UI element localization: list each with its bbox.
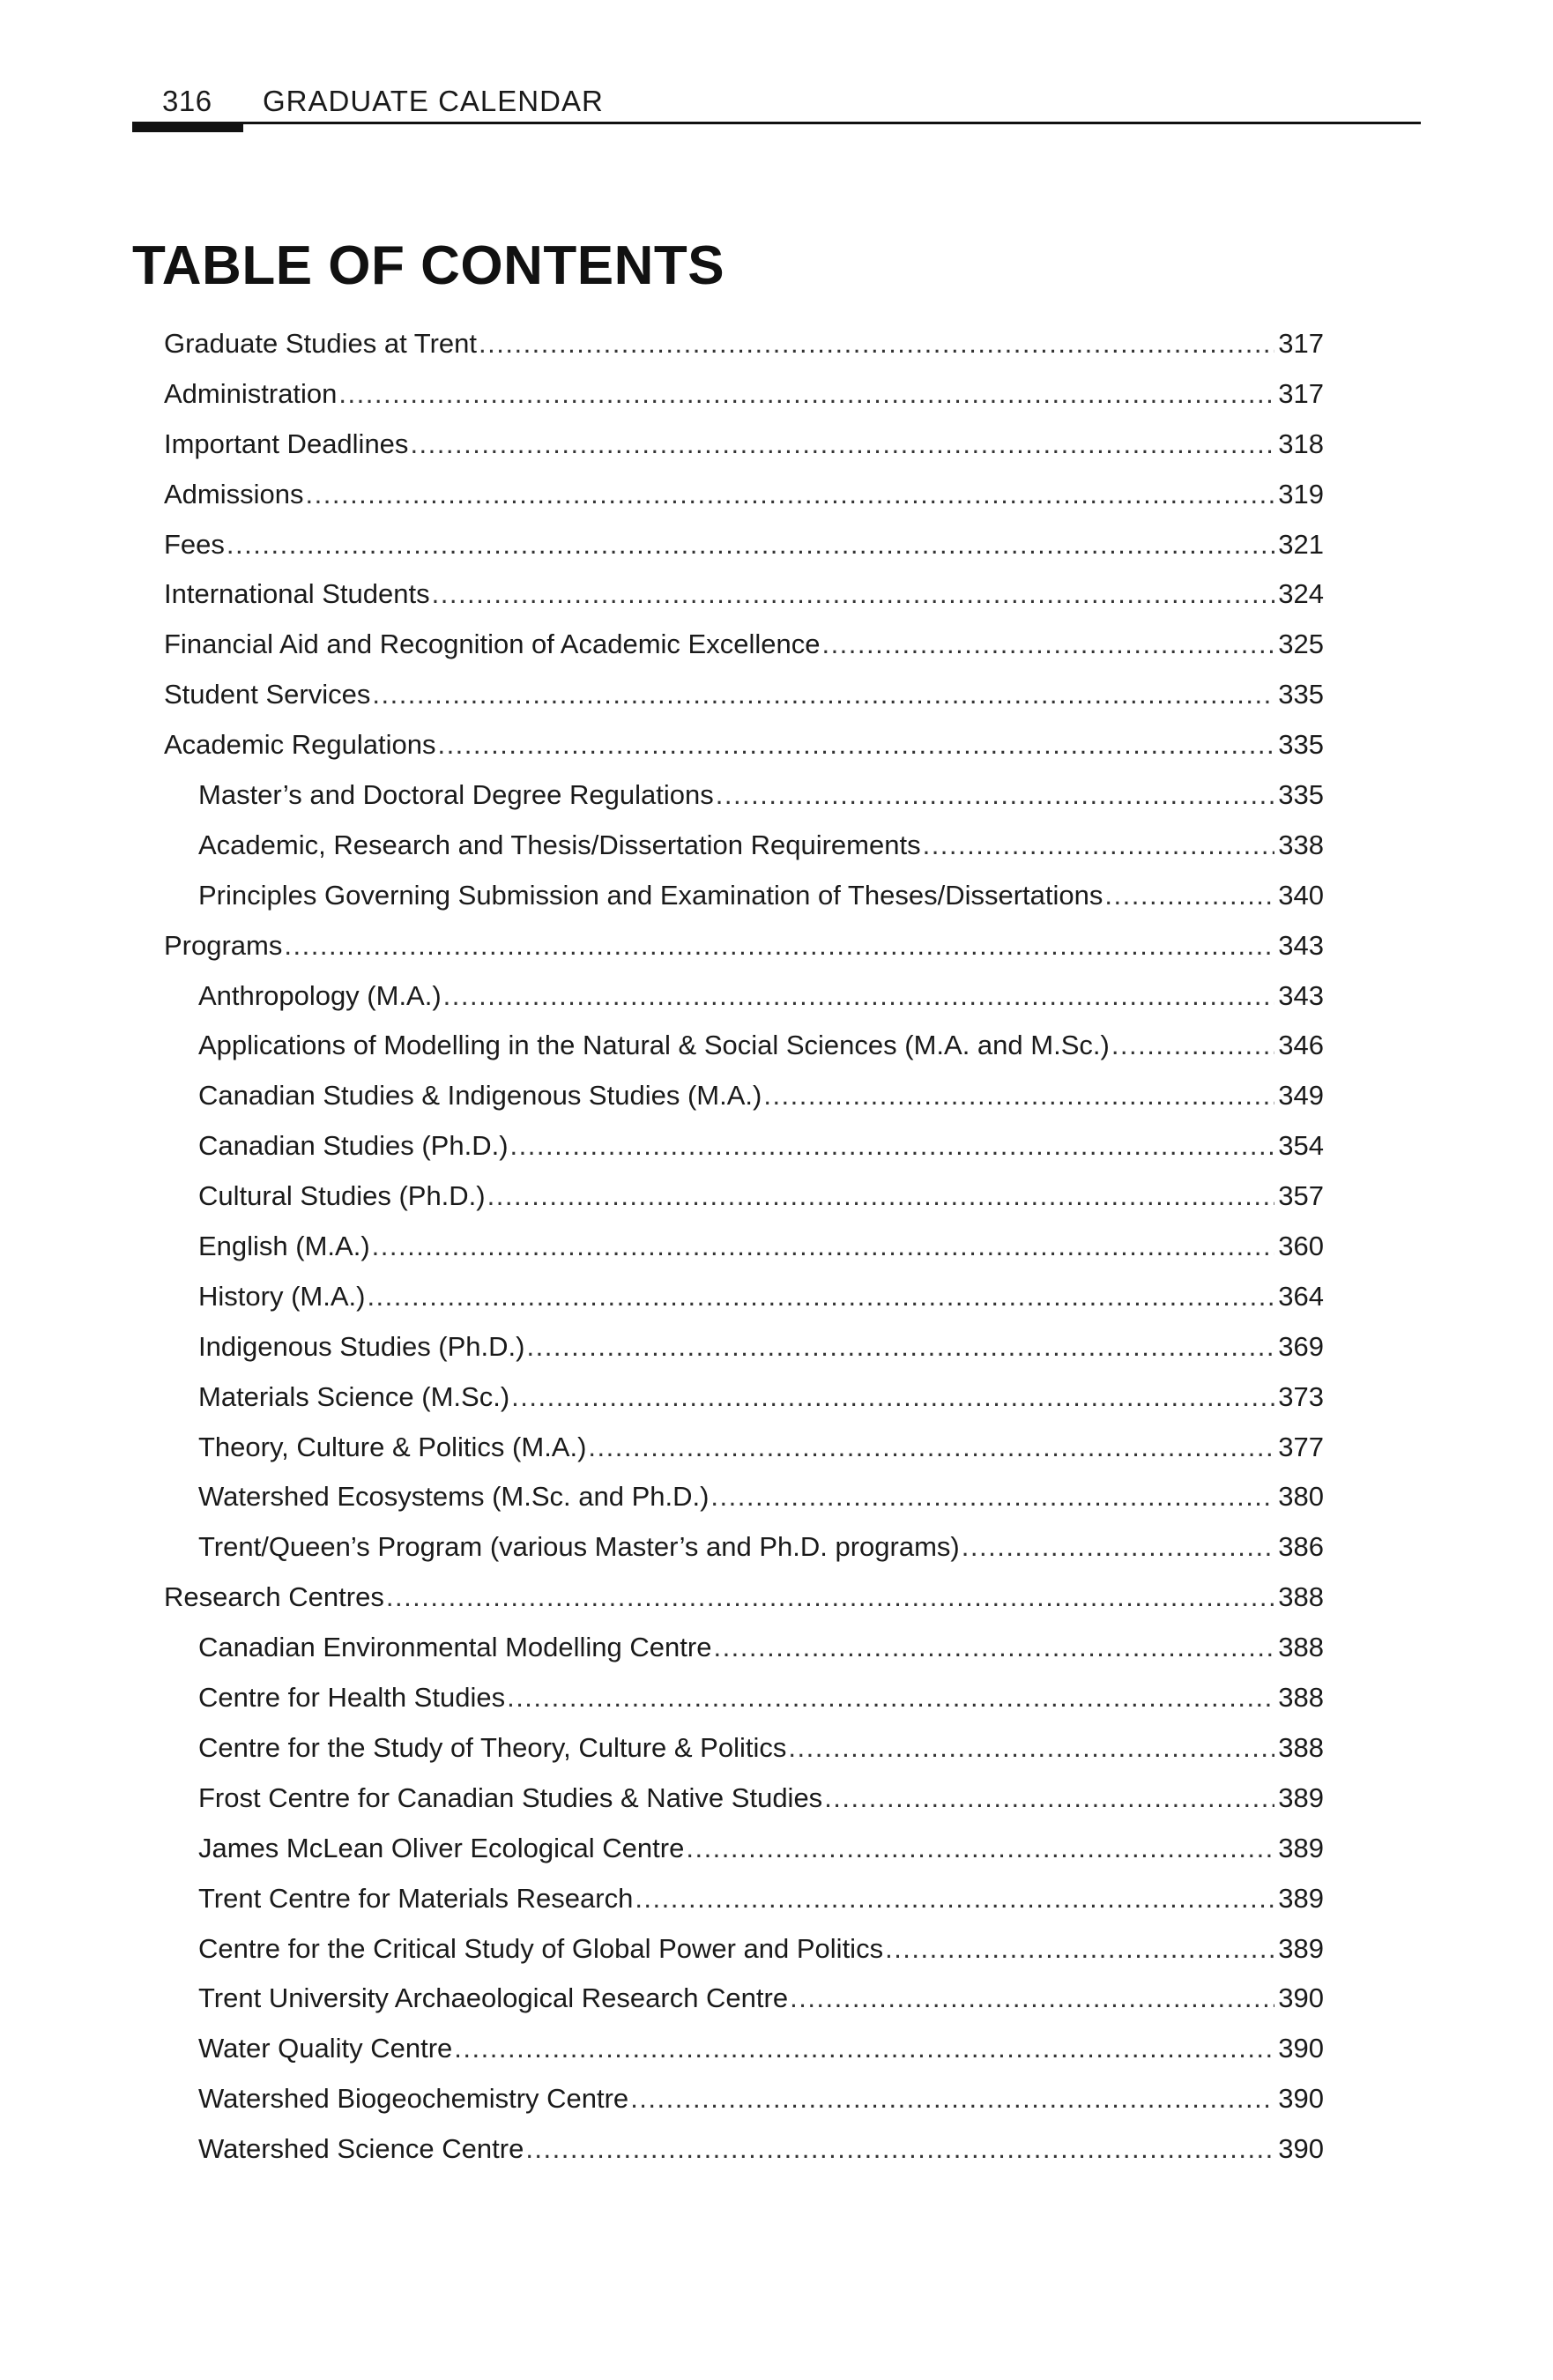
toc-entry xyxy=(164,921,1324,971)
toc-entry xyxy=(164,1874,1324,1924)
toc-entry-title: Materials Science (M.Sc.) xyxy=(198,1380,510,1412)
toc-entry xyxy=(164,2124,1324,2175)
toc-entry xyxy=(164,770,1324,821)
toc-entry-page: 364 xyxy=(1278,1280,1324,1312)
toc-entry-title: Frost Centre for Canadian Studies & Native Studies xyxy=(198,1781,823,1813)
dot-leader xyxy=(630,2074,1274,2124)
dot-leader xyxy=(713,1623,1274,1673)
toc-entry-title: Canadian Environmental Modelling Centre xyxy=(198,1632,712,1663)
toc-entry-page: 321 xyxy=(1278,528,1324,560)
toc-entry xyxy=(164,1472,1324,1522)
toc-entry xyxy=(164,1673,1324,1723)
toc-entry-page: 388 xyxy=(1278,1632,1324,1663)
dot-leader xyxy=(487,1171,1275,1222)
toc-entry-title: Water Quality Centre xyxy=(198,2033,453,2064)
toc-entry-page: 390 xyxy=(1278,1982,1324,2014)
toc-entry xyxy=(164,569,1324,620)
dot-leader xyxy=(227,520,1274,570)
toc-entry-title: Administration xyxy=(164,377,338,409)
toc-entry-title: Fees xyxy=(164,528,225,560)
toc-entry-page: 324 xyxy=(1278,578,1324,610)
toc-entry xyxy=(164,1372,1324,1423)
dot-leader xyxy=(824,1774,1274,1824)
dot-leader xyxy=(588,1423,1274,1473)
toc-entry xyxy=(164,971,1324,1022)
dot-leader xyxy=(716,770,1275,821)
toc-entry-page: 318 xyxy=(1278,428,1324,459)
toc-entry-page: 377 xyxy=(1278,1431,1324,1462)
dot-leader xyxy=(686,1824,1274,1874)
dot-leader xyxy=(1104,871,1274,921)
toc-heading: TABLE OF CONTENTS xyxy=(132,235,725,296)
toc-entry-page: 388 xyxy=(1278,1682,1324,1714)
toc-entry xyxy=(164,1623,1324,1673)
toc-entry-page: 343 xyxy=(1278,979,1324,1011)
dot-leader xyxy=(284,921,1274,971)
toc-entry-page: 335 xyxy=(1278,729,1324,761)
toc-entry-page: 335 xyxy=(1278,779,1324,811)
toc-entry xyxy=(164,470,1324,520)
toc-entry-page: 360 xyxy=(1278,1231,1324,1262)
dot-leader xyxy=(338,369,1274,420)
running-title: GRADUATE CALENDAR xyxy=(263,85,604,117)
dot-leader xyxy=(511,1372,1274,1423)
dot-leader xyxy=(410,420,1274,470)
dot-leader xyxy=(507,1673,1274,1723)
toc-entry-page: 390 xyxy=(1278,2083,1324,2115)
toc-entry-title: English (M.A.) xyxy=(198,1231,370,1262)
dot-leader xyxy=(763,1071,1274,1121)
toc-entry-title: Principles Governing Submission and Examination of Theses/Dissertations xyxy=(198,879,1103,911)
dot-leader xyxy=(437,720,1274,770)
toc-entry-page: 389 xyxy=(1278,1832,1324,1863)
toc-entry xyxy=(164,520,1324,570)
dot-leader xyxy=(525,2124,1274,2175)
toc-entry xyxy=(164,620,1324,670)
toc-entry xyxy=(164,1423,1324,1473)
dot-leader xyxy=(885,1924,1274,1975)
toc-entry-title: Watershed Science Centre xyxy=(198,2133,524,2165)
toc-entry xyxy=(164,1824,1324,1874)
toc-entry-title: Applications of Modelling in the Natural & Social Sciences (M.A. and M.Sc.) xyxy=(198,1030,1110,1061)
toc-entry xyxy=(164,1272,1324,1322)
toc-entry-title: Graduate Studies at Trent xyxy=(164,328,477,359)
dot-leader xyxy=(788,1723,1274,1774)
toc-entry xyxy=(164,871,1324,921)
toc-entry-title: James McLean Oliver Ecological Centre xyxy=(198,1832,685,1863)
toc-entry xyxy=(164,1171,1324,1222)
toc-entry-title: Cultural Studies (Ph.D.) xyxy=(198,1180,486,1212)
dot-leader xyxy=(372,1222,1275,1272)
dot-leader xyxy=(710,1472,1274,1522)
toc-entry-title: Important Deadlines xyxy=(164,428,409,459)
dot-leader xyxy=(454,2024,1274,2074)
toc-entry xyxy=(164,1974,1324,2024)
toc-entry-page: 388 xyxy=(1278,1731,1324,1763)
toc-entry-title: Trent/Queen’s Program (various Master’s and Ph.D. programs) xyxy=(198,1531,960,1563)
toc-entry-title: Canadian Studies & Indigenous Studies (M.A.) xyxy=(198,1080,762,1112)
toc-entry-page: 373 xyxy=(1278,1380,1324,1412)
toc-entry-page: 386 xyxy=(1278,1531,1324,1563)
toc-entry-page: 390 xyxy=(1278,2133,1324,2165)
dot-leader xyxy=(479,319,1274,369)
toc-entry xyxy=(164,1573,1324,1623)
toc-entry xyxy=(164,720,1324,770)
toc-entry-title: Master’s and Doctoral Degree Regulations xyxy=(198,779,714,811)
toc-entry-page: 389 xyxy=(1278,1882,1324,1914)
dot-leader xyxy=(635,1874,1274,1924)
toc-entry-page: 317 xyxy=(1278,328,1324,359)
toc-entry-title: Admissions xyxy=(164,478,304,509)
toc-entry xyxy=(164,670,1324,720)
toc-entry-page: 354 xyxy=(1278,1130,1324,1162)
dot-leader xyxy=(821,620,1274,670)
dot-leader xyxy=(432,569,1275,620)
toc-entry xyxy=(164,821,1324,871)
toc-entry-page: 357 xyxy=(1278,1180,1324,1212)
toc-entry-title: Watershed Biogeochemistry Centre xyxy=(198,2083,629,2115)
toc-entry-title: International Students xyxy=(164,578,430,610)
toc-entry-title: Research Centres xyxy=(164,1581,384,1613)
toc-entry-title: Financial Aid and Recognition of Academic Excellence xyxy=(164,628,821,660)
toc-list xyxy=(164,319,1324,2175)
toc-entry xyxy=(164,1522,1324,1573)
header-rule xyxy=(132,122,1421,124)
toc-entry-title: Canadian Studies (Ph.D.) xyxy=(198,1130,509,1162)
toc-entry-title: Student Services xyxy=(164,679,371,710)
dot-leader xyxy=(527,1322,1275,1372)
toc-entry xyxy=(164,1723,1324,1774)
toc-entry-title: Watershed Ecosystems (M.Sc. and Ph.D.) xyxy=(198,1481,710,1513)
toc-entry-page: 389 xyxy=(1278,1932,1324,1964)
toc-entry-page: 380 xyxy=(1278,1481,1324,1513)
dot-leader xyxy=(790,1974,1274,2024)
toc-entry-title: Academic Regulations xyxy=(164,729,436,761)
dot-leader xyxy=(443,971,1275,1022)
toc-entry-title: Programs xyxy=(164,929,283,961)
toc-entry xyxy=(164,1924,1324,1975)
header-rule-accent xyxy=(132,122,243,132)
toc-entry-page: 338 xyxy=(1278,829,1324,860)
toc-entry-page: 343 xyxy=(1278,929,1324,961)
toc-entry-page: 319 xyxy=(1278,478,1324,509)
toc-entry-title: Indigenous Studies (Ph.D.) xyxy=(198,1330,525,1362)
toc-entry xyxy=(164,420,1324,470)
toc-entry-page: 349 xyxy=(1278,1080,1324,1112)
toc-entry-title: Trent University Archaeological Research Centre xyxy=(198,1982,789,2014)
toc-entry-title: Centre for the Critical Study of Global Power and Politics xyxy=(198,1932,884,1964)
toc-entry-page: 390 xyxy=(1278,2033,1324,2064)
running-head xyxy=(132,76,1421,138)
toc-entry-title: Centre for Health Studies xyxy=(198,1682,506,1714)
dot-leader xyxy=(306,470,1275,520)
dot-leader xyxy=(962,1522,1275,1573)
toc-entry-page: 317 xyxy=(1278,377,1324,409)
dot-leader xyxy=(367,1272,1274,1322)
dot-leader xyxy=(386,1573,1274,1623)
toc-entry-title: Centre for the Study of Theory, Culture & Politics xyxy=(198,1731,787,1763)
toc-entry xyxy=(164,1021,1324,1071)
toc-entry-title: Trent Centre for Materials Research xyxy=(198,1882,634,1914)
dot-leader xyxy=(923,821,1275,871)
toc-entry xyxy=(164,1222,1324,1272)
toc-entry-page: 369 xyxy=(1278,1330,1324,1362)
toc-entry-page: 389 xyxy=(1278,1781,1324,1813)
toc-entry-title: Theory, Culture & Politics (M.A.) xyxy=(198,1431,587,1462)
toc-entry-page: 340 xyxy=(1278,879,1324,911)
toc-entry xyxy=(164,1322,1324,1372)
toc-entry xyxy=(164,2074,1324,2124)
page-number: 316 xyxy=(162,85,212,117)
toc-entry-title: Anthropology (M.A.) xyxy=(198,979,442,1011)
toc-entry xyxy=(164,369,1324,420)
toc-entry-title: Academic, Research and Thesis/Dissertation Requirements xyxy=(198,829,921,860)
dot-leader xyxy=(372,670,1274,720)
dot-leader xyxy=(510,1121,1275,1171)
toc-entry xyxy=(164,1121,1324,1171)
toc-entry-page: 325 xyxy=(1278,628,1324,660)
toc-entry-page: 388 xyxy=(1278,1581,1324,1613)
toc-entry xyxy=(164,1071,1324,1121)
toc-entry xyxy=(164,1774,1324,1824)
toc-entry-title: History (M.A.) xyxy=(198,1280,366,1312)
toc-entry-page: 346 xyxy=(1278,1030,1324,1061)
toc-entry xyxy=(164,2024,1324,2074)
toc-entry xyxy=(164,319,1324,369)
toc-entry-page: 335 xyxy=(1278,679,1324,710)
dot-leader xyxy=(1111,1021,1274,1071)
